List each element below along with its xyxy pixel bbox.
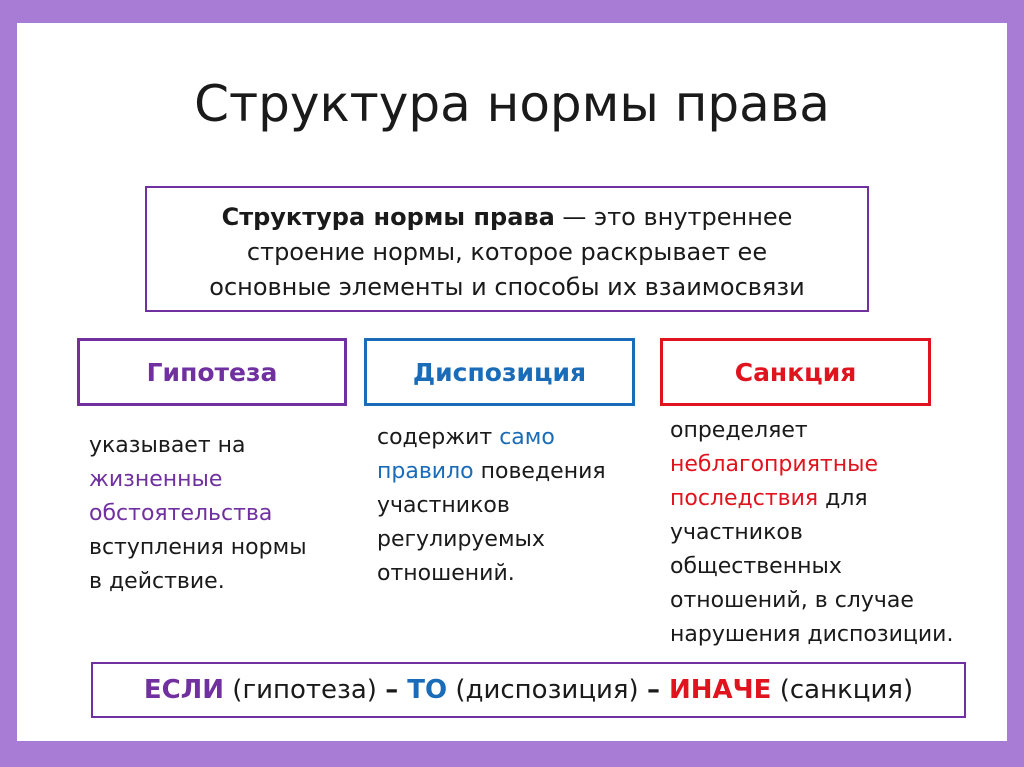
sanction-heading: Санкция: [734, 357, 857, 387]
disposition-text: поведения: [473, 459, 606, 484]
sanction-line: участников: [670, 520, 803, 545]
hypothesis-line: в действие.: [89, 569, 225, 594]
sanction-line: общественных: [670, 554, 842, 579]
formula-if-argument: (гипотеза): [224, 675, 386, 705]
disposition-line: [377, 455, 637, 489]
hypothesis-highlight: обстоятельства: [89, 501, 273, 526]
sanction-line: [670, 482, 990, 516]
hypothesis-line: вступления нормы: [89, 535, 307, 560]
formula-dash: –: [385, 675, 399, 705]
formula-if-keyword: ЕСЛИ: [143, 675, 225, 705]
sanction-highlight: последствия: [670, 486, 819, 511]
disposition-heading-box: [364, 338, 635, 406]
hypothesis-description: [89, 429, 339, 599]
disposition-description: [377, 421, 637, 591]
sanction-line: отношений, в случае: [670, 588, 914, 613]
disposition-text: содержит: [377, 425, 500, 450]
disposition-highlight: само: [499, 425, 555, 450]
formula-then-keyword: ТО: [398, 675, 448, 705]
hypothesis-heading: Гипотеза: [146, 357, 278, 387]
definition-line-1: [147, 200, 867, 235]
formula-then-argument: (диспозиция): [447, 675, 647, 705]
sanction-highlight: неблагоприятные: [670, 452, 879, 477]
slide-title: Структура нормы права: [194, 75, 830, 133]
disposition-line: регулируемых: [377, 527, 545, 552]
hypothesis-line: указывает на: [89, 433, 246, 458]
sanction-line: нарушения диспозиции.: [670, 622, 954, 647]
formula-else-keyword: ИНАЧЕ: [659, 675, 772, 705]
disposition-line: отношений.: [377, 561, 515, 586]
definition-line-2: строение нормы, которое раскрывает ее: [246, 238, 768, 266]
sanction-line: определяет: [670, 418, 808, 443]
formula-else-argument: (санкция): [771, 675, 914, 705]
definition-line-1-rest: — это внутреннее: [554, 203, 793, 231]
sanction-text: для: [818, 486, 868, 511]
disposition-line: участников: [377, 493, 510, 518]
formula-box: [91, 662, 966, 718]
disposition-highlight: правило: [377, 459, 474, 484]
sanction-heading-box: [660, 338, 931, 406]
definition-line-3: основные элементы и способы их взаимосвязи: [209, 273, 805, 301]
definition-box: [145, 186, 869, 312]
definition-term: Структура нормы права: [221, 203, 555, 231]
hypothesis-heading-box: [77, 338, 347, 406]
disposition-line: [377, 421, 637, 455]
disposition-heading: Диспозиция: [412, 357, 587, 387]
formula-line: [144, 675, 913, 705]
formula-dash: –: [646, 675, 660, 705]
hypothesis-highlight: жизненные: [89, 467, 223, 492]
sanction-description: [670, 414, 990, 652]
